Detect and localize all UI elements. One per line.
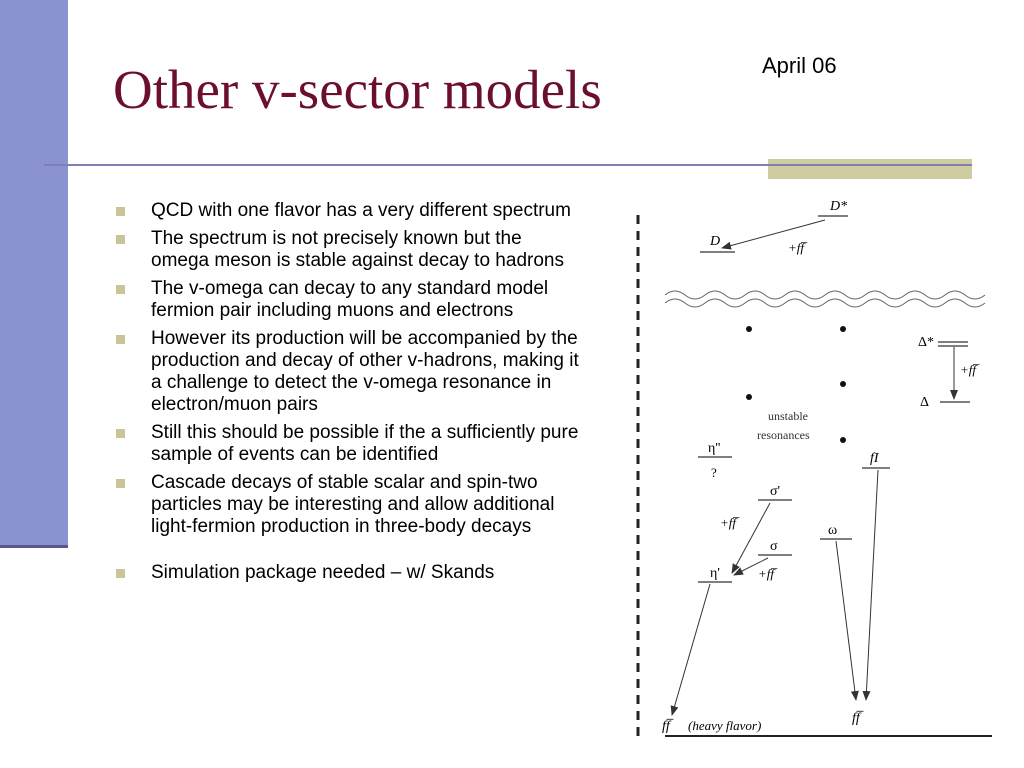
dot [746,394,752,400]
wavy-line-bottom [665,299,985,307]
bullet-item: QCD with one flavor has a very different spectrum [113,200,583,222]
decay-arrow [836,541,856,700]
label-sigma: σ [770,539,778,554]
label-resonances: resonances [757,428,810,442]
left-accent-bar [0,0,68,548]
title-rule-accent [768,159,972,179]
label-question: ? [711,465,717,480]
label-delta: Δ [920,395,930,410]
label-heavy-flavor: (heavy flavor) [688,718,762,733]
bullet-item: The v-omega can decay to any standard model fermion pair including muons and electrons [113,278,583,322]
label-eta-prime: η' [710,566,720,581]
dot [840,326,846,332]
label-delta-star: Δ* [918,335,935,350]
bullet-item: Cascade decays of stable scalar and spin-two particles may be interesting and allow additional light-fermion production in three-body decays [113,472,583,538]
slide-date: April 06 [762,53,837,78]
label-sigma-prime: σ' [770,484,781,499]
left-accent-bar-edge [0,545,68,548]
bullet-item: Simulation package needed – w/ Skands [113,562,583,584]
bullet-item: However its production will be accompanied by the production and decay of other v-hadrons, making it a challenge to detect the v-omega resonance in electron/muon pairs [113,328,583,416]
label-plus-ff: +ff̅ [788,240,804,255]
decay-arrow [722,220,825,248]
label-eta-pp: η'' [708,441,721,456]
spectrum-diagram [620,190,1000,750]
label-plus-ff: +ff̅ [720,515,736,530]
decay-arrow [672,584,710,715]
label-f-i: fI [870,451,879,466]
decay-arrow [866,470,878,700]
label-unstable: unstable [768,409,808,423]
label-omega: ω [828,523,838,538]
dot [840,381,846,387]
label-d-star: D* [830,199,848,214]
label-ff-bottom: ff̅ [852,711,860,726]
wavy-line-top [665,291,985,299]
label-plus-ff: +ff̅ [960,362,976,377]
label-ff-heavy: ff̅ [662,719,670,734]
bullet-item: Still this should be possible if the a sufficiently pure sample of events can be identified [113,422,583,466]
label-plus-ff: +ff̅ [758,566,774,581]
decay-arrow [732,503,770,573]
slide-title: Other v-sector models [113,59,602,120]
bullet-item: The spectrum is not precisely known but the omega meson is stable against decay to hadrons [113,228,583,272]
dot [840,437,846,443]
dot [746,326,752,332]
bullet-list [113,200,583,590]
label-d: D [710,234,721,249]
